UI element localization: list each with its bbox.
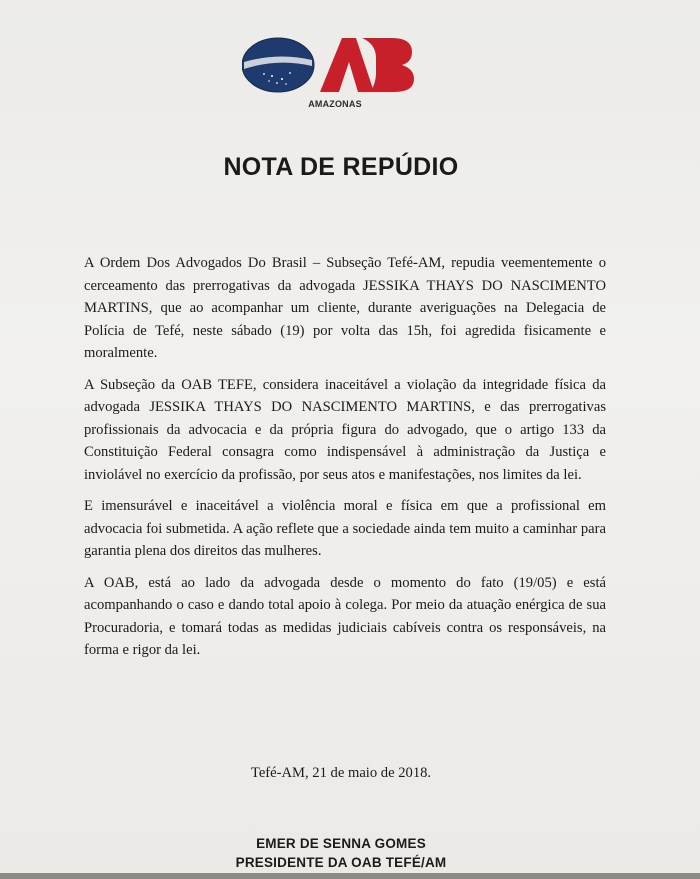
- oab-logo-graphic: [242, 32, 417, 102]
- paragraph: E imensurável e inaceitável a violência moral e física em que a profissional em advocacia foi submetida. A ação reflete que a sociedade ainda tem muito a caminhar para garantia plena dos direitos das mulheres.: [84, 498, 606, 559]
- page-title: NOTA DE REPÚDIO: [223, 153, 459, 181]
- paragraph: A Subseção da OAB TEFE, considera inaceitável a violação da integridade física da advogada JESSIKA THAYS DO NASCIMENTO MARTINS, e das prerrogativas profissionais da advocacia e da própria figura do advogado, que o artigo 133 da Constituição Federal consagra como indispensável à administração da Justiça e inviolável no exercício da profissão, por seus atos e manifestações, nos limites da lei.: [84, 376, 606, 483]
- document-body: [84, 252, 606, 671]
- place-date: Tefé-AM, 21 de maio de 2018.: [250, 765, 432, 781]
- signatory-role: PRESIDENTE DA OAB TEFÉ/AM: [235, 855, 447, 870]
- photo-edge-shadow: [0, 873, 700, 879]
- signatory-name: EMER DE SENNA GOMES: [256, 836, 426, 851]
- logo-subtitle: AMAZONAS: [308, 99, 362, 109]
- paragraph: A OAB, está ao lado da advogada desde o momento do fato (19/05) e está acompanhando o caso e dando total apoio à colega. Por meio da atuação enérgica de sua Procuradoria, e tomará todas as medidas judiciais cabíveis contra os responsáveis, na forma e rigor da lei.: [84, 574, 606, 658]
- paragraph: A Ordem Dos Advogados Do Brasil – Subseção Tefé-AM, repudia veementemente o cerceamento das prerrogativas da advogada JESSIKA THAYS DO NASCIMENTO MARTINS, que ao acompanhar um cliente, durante averiguações na Delegacia de Polícia de Tefé, neste sábado (19) por volta das 15h, foi agredida fisicamente e moralmente.: [84, 255, 606, 361]
